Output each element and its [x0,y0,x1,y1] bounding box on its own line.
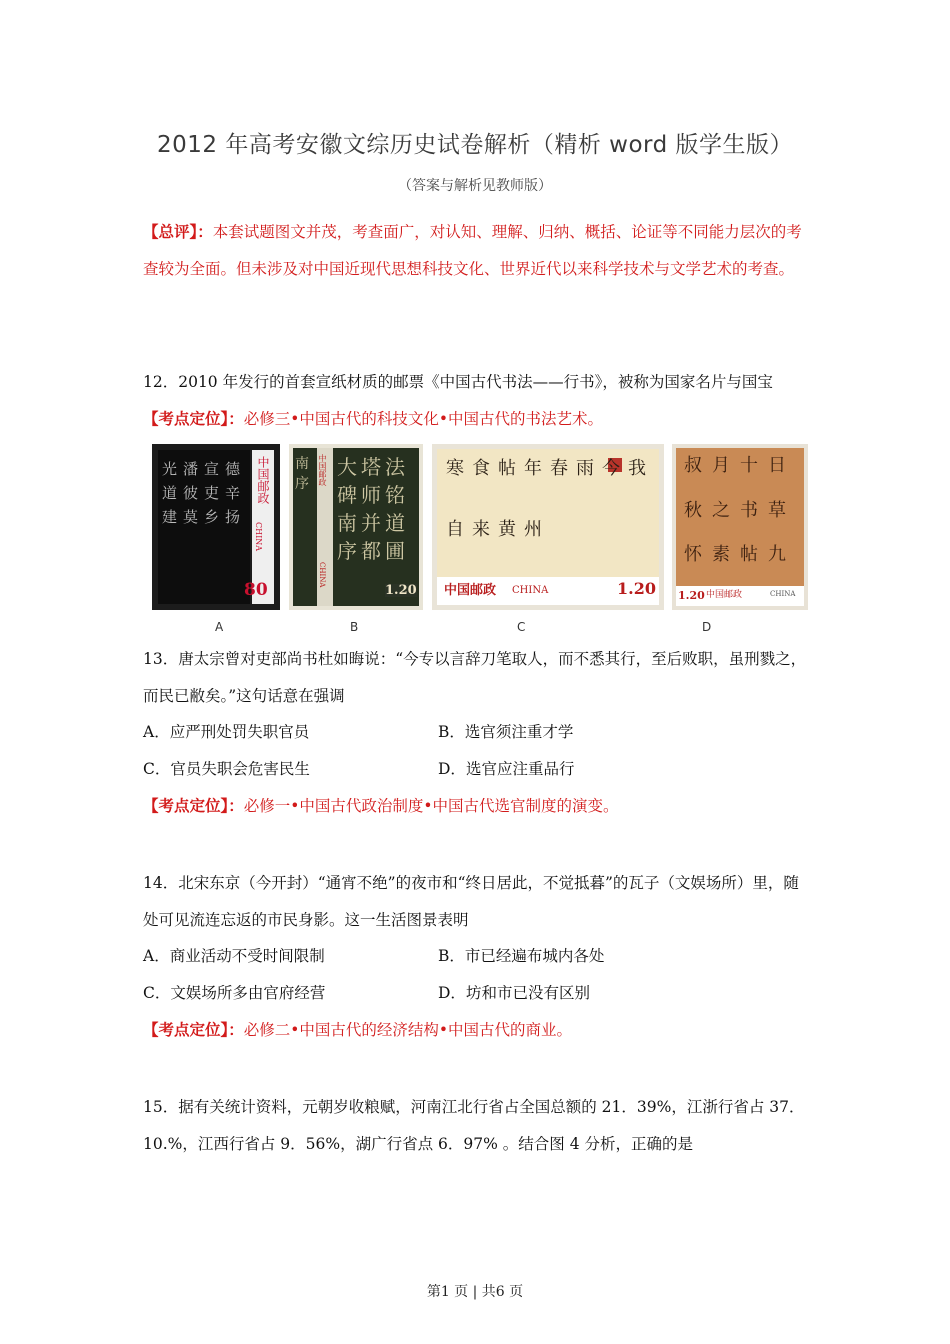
q13-option-a [143,720,309,744]
stamp-b-char: 圃 [385,539,405,563]
q13-point [143,787,813,825]
stamp-d-calligraphy [684,454,800,584]
option-key: A． [143,947,170,965]
stamp-a-country-text: 中国邮政 [256,456,270,504]
stamp-d-char: 素 [712,544,730,566]
stamp-d-char: 帖 [740,544,758,566]
stamp-c-char: 年 [524,458,542,479]
option-key: C． [143,760,171,778]
review-text: 本套试题图文并茂，考查面广，对认知、理解、归纳、概括、论证等不同能力层次的考查较为全面。但未涉及对中国近现代思想科技文化、世界近代以来科学技术与文学艺术的考查。 [143,223,802,278]
q14-point-label: 【考点定位】： [143,1020,244,1039]
option-text: 文娱场所多由官府经营 [170,984,326,1002]
option-text: 应严刑处罚失职官员 [169,723,310,741]
stamp-a-value: 80 [244,580,268,600]
stamp-d-char: 月 [712,455,730,476]
stamp-b-char: 法 [385,455,405,479]
q12-point [143,400,813,438]
q13-point-label: 【考点定位】： [143,796,244,815]
page-subtitle: （答案与解析见教师版） [398,178,552,194]
stamp-c-calligraphy [446,458,654,576]
stamp-a-char: 宣 [204,460,220,478]
option-text: 商业活动不受时间限制 [169,947,325,965]
stamp-a-char: 彼 [183,484,199,502]
stamp-d-country: 中国邮政 [706,590,743,600]
q13-option-c [143,757,310,781]
stamp-b-char: 序 [295,476,309,492]
stamp-a-char: 光 [162,460,178,478]
stamp-c-char: 州 [524,519,542,540]
stamp-d-label: D [702,620,712,634]
stamp-b-char: 碑 [337,483,357,507]
page-footer: 第1 页 | 共6 页 [426,1284,524,1300]
stamp-d-country-en: CHINA [770,590,796,598]
q14-option-a [143,944,325,968]
stamp-c-char: 春 [550,458,568,479]
stamp-c-value: 1.20 [617,579,656,598]
stamp-d-char: 书 [740,499,758,521]
stamp-b [289,444,423,610]
page-title: 2012 年高考安徽文综历史试卷解析（精析 word 版学生版） [156,132,793,158]
stamp-b-country-en: CHINA [318,562,326,588]
q12-stem: 12．2010 年发行的首套宣纸材质的邮票《中国古代书法——行书》，被称为国家名片与国宝 [143,373,773,391]
stamp-b-calligraphy [337,454,419,564]
q14-point [143,1011,813,1049]
option-key: B． [438,947,465,965]
stamp-c-char: 今 [602,458,620,479]
stamp-c-char: 我 [628,458,646,479]
q12-point-label: 【考点定位】： [143,409,244,428]
stamp-a-char: 吏 [204,484,220,502]
stamp-a-char: 道 [162,484,178,502]
stamp-c-char: 雨 [576,458,594,479]
stamp-d-char: 草 [768,499,786,521]
q12-point-text: 必修三•中国古代的科技文化•中国古代的书法艺术。 [243,410,604,428]
stamp-c-label: C [517,620,526,634]
stamp-a-char: 潘 [183,460,199,478]
q14-option-c [143,981,325,1005]
review-paragraph [143,213,813,288]
stamp-a-country-en: CHINA [254,522,263,552]
option-key: B． [438,723,465,741]
option-text: 坊和市已没有区别 [465,984,590,1002]
stamp-a-country [252,456,274,506]
stamp-d-char: 日 [768,455,786,476]
stamp-b-char: 并 [361,511,381,535]
q13-option-d [438,757,574,781]
q15-stem: 15．据有关统计资料，元朝岁收粮赋，河南江北行省占全国总额的 21．39%，江浙行省占 37．10.%，江西行省占 9．56%，湖广行省点 6．97% 。结合图 4 分析，正确的是 [143,1098,805,1153]
stamp-b-char: 序 [337,539,357,563]
stamp-a-char: 德 [225,460,241,478]
q13-stem: 13．唐太宗曾对吏部尚书杜如晦说：“今专以言辞刀笔取人，而不悉其行，至后败职，虽刑戮之，而民已敝矣。”这句话意在强调 [143,650,807,705]
stamp-c-country-en: CHINA [512,585,549,596]
stamp-d-char: 十 [740,455,758,476]
stamp-a-char: 辛 [225,484,241,502]
stamp-c-country: 中国邮政 [444,583,497,598]
stamp-a-label: A [215,620,224,634]
option-text: 选官应注重品行 [465,760,575,778]
stamp-b-char: 南 [295,456,309,472]
stamp-a-calligraphy [162,458,246,528]
stamp-d-char: 之 [712,499,730,521]
option-key: D． [438,984,466,1002]
stamp-a-char: 乡 [204,508,220,526]
stamp-b-char: 大 [337,455,357,479]
option-key: D． [438,760,466,778]
option-text: 选官须注重才学 [464,723,574,741]
option-text: 市已经遍布城内各处 [464,947,605,965]
q14-point-text: 必修二•中国古代的经济结构•中国古代的商业。 [243,1021,573,1039]
stamp-c [432,444,664,610]
stamp-c-char: 黄 [498,519,516,540]
q14-option-b [438,944,604,968]
stamp-d-char: 九 [768,544,786,566]
stamp-b-label: B [350,620,359,634]
stamp-c-char: 食 [472,458,490,479]
stamp-c-char: 来 [472,519,490,540]
stamp-d-char: 怀 [684,544,702,566]
stamp-b-char: 师 [361,483,381,507]
option-key: C． [143,984,171,1002]
option-text: 官员失职会危害民生 [170,760,310,778]
stamp-b-value: 1.20 [385,583,417,598]
stamp-b-char: 道 [385,511,405,535]
stamp-d-char: 秋 [684,499,702,521]
stamp-b-char: 铭 [385,483,405,507]
stamp-a-char: 建 [162,508,178,526]
q14-option-d [438,981,590,1005]
q13-option-b [438,720,573,744]
stamp-d-char: 叔 [684,455,702,476]
q13-point-text: 必修一•中国古代政治制度•中国古代选官制度的演变。 [243,797,619,815]
stamp-c-char: 自 [446,519,464,540]
option-key: A． [143,723,170,741]
review-label: 【总评】： [143,222,213,241]
stamp-d-value: 1.20 [678,589,705,602]
stamp-b-country: 中国邮政 [318,454,327,486]
stamp-d [672,444,808,610]
stamp-c-char: 寒 [446,458,464,479]
stamp-b-char: 塔 [361,455,381,479]
stamp-b-char: 南 [337,511,357,535]
stamp-c-char: 帖 [498,458,516,479]
stamp-a [152,444,280,610]
stamp-a-char: 莫 [183,508,199,526]
stamp-a-char: 扬 [225,508,241,526]
q14-stem: 14．北宋东京（今开封）“通宵不绝”的夜市和“终日居此，不觉抵暮”的瓦子（文娱场所）里，随处可见流连忘返的市民身影。这一生活图景表明 [143,874,799,929]
stamp-b-char: 都 [361,539,381,563]
stamp-b-side-chars [295,454,313,494]
